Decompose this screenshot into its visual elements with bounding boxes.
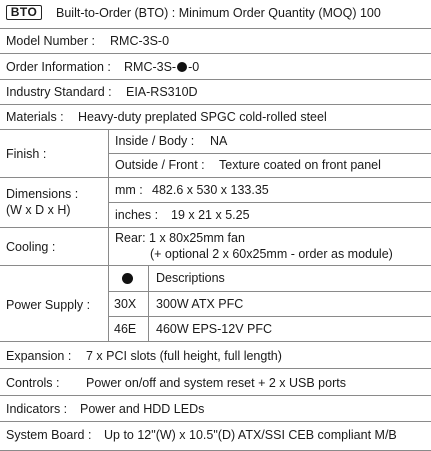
order-info-label: Order Information : [6,60,111,74]
power-supply-code-46e: 46E [114,322,137,336]
expansion-value: 7 x PCI slots (full height, full length) [86,349,282,363]
model-number-value: RMC-3S-0 [110,34,170,48]
power-supply-desc-30x: 300W ATX PFC [156,297,244,311]
system-board-value: Up to 12"(W) x 10.5"(D) ATX/SSI CEB compliant M/B [104,428,397,442]
order-info-value [124,60,199,74]
cooling-label: Cooling : [6,240,56,254]
materials-value: Heavy-duty preplated SPGC cold-rolled steel [78,110,327,124]
model-number-label: Model Number : [6,34,95,48]
power-supply-desc-46e: 460W EPS-12V PFC [156,322,273,336]
bto-header-row [0,0,431,29]
finish-inner-divider [108,153,431,154]
power-supply-divider [108,266,109,341]
cooling-divider [108,228,109,265]
finish-inside-key: Inside / Body : [115,134,195,148]
controls-label: Controls : [6,376,60,390]
filled-circle-icon [122,273,133,284]
materials-label: Materials : [6,110,64,124]
finish-inside-value: NA [210,134,228,148]
dimensions-row [0,178,431,228]
power-supply-row [0,266,431,342]
dimensions-mm-unit: mm : [115,183,143,197]
dimensions-inner-divider [108,202,431,203]
finish-outside-value: Texture coated on front panel [219,158,381,172]
dimensions-mm-value: 482.6 x 530 x 133.35 [152,183,269,197]
power-supply-label: Power Supply : [6,298,91,312]
indicators-label: Indicators : [6,402,68,416]
power-supply-option-divider [108,316,431,317]
finish-label: Finish : [6,147,47,161]
industry-standard-label: Industry Standard : [6,85,112,99]
order-info-row [0,54,431,80]
dimensions-label-sub: (W x D x H) [6,203,71,217]
power-supply-code-30x: 30X [114,297,137,311]
bto-header-text: Built-to-Order (BTO) : Minimum Order Quantity (MOQ) 100 [56,6,381,20]
bto-badge: BTO [6,5,42,20]
order-info-prefix: RMC-3S- [124,60,177,74]
model-number-row [0,29,431,54]
power-supply-desc-header: Descriptions [156,271,225,285]
controls-row [0,369,431,396]
system-board-label: System Board : [6,428,92,442]
materials-row [0,105,431,130]
cooling-line1: Rear: 1 x 80x25mm fan [115,231,245,245]
filled-circle-icon [177,62,187,72]
cooling-line2: (+ optional 2 x 60x25mm - order as module) [150,247,393,261]
industry-standard-row [0,80,431,105]
system-board-row [0,422,431,451]
finish-row [0,130,431,178]
dimensions-inches-unit: inches : [115,208,159,222]
indicators-row [0,396,431,422]
indicators-value: Power and HDD LEDs [80,402,205,416]
power-supply-header-divider [108,291,431,292]
finish-outside-key: Outside / Front : [115,158,205,172]
dimensions-inches-value: 19 x 21 x 5.25 [171,208,250,222]
dimensions-label: Dimensions : [6,187,79,201]
controls-value: Power on/off and system reset + 2 x USB ports [86,376,346,390]
order-info-suffix: -0 [188,60,200,74]
industry-standard-value: EIA-RS310D [126,85,198,99]
power-supply-code-divider [148,266,149,341]
expansion-row [0,342,431,369]
cooling-row [0,228,431,266]
expansion-label: Expansion : [6,349,72,363]
